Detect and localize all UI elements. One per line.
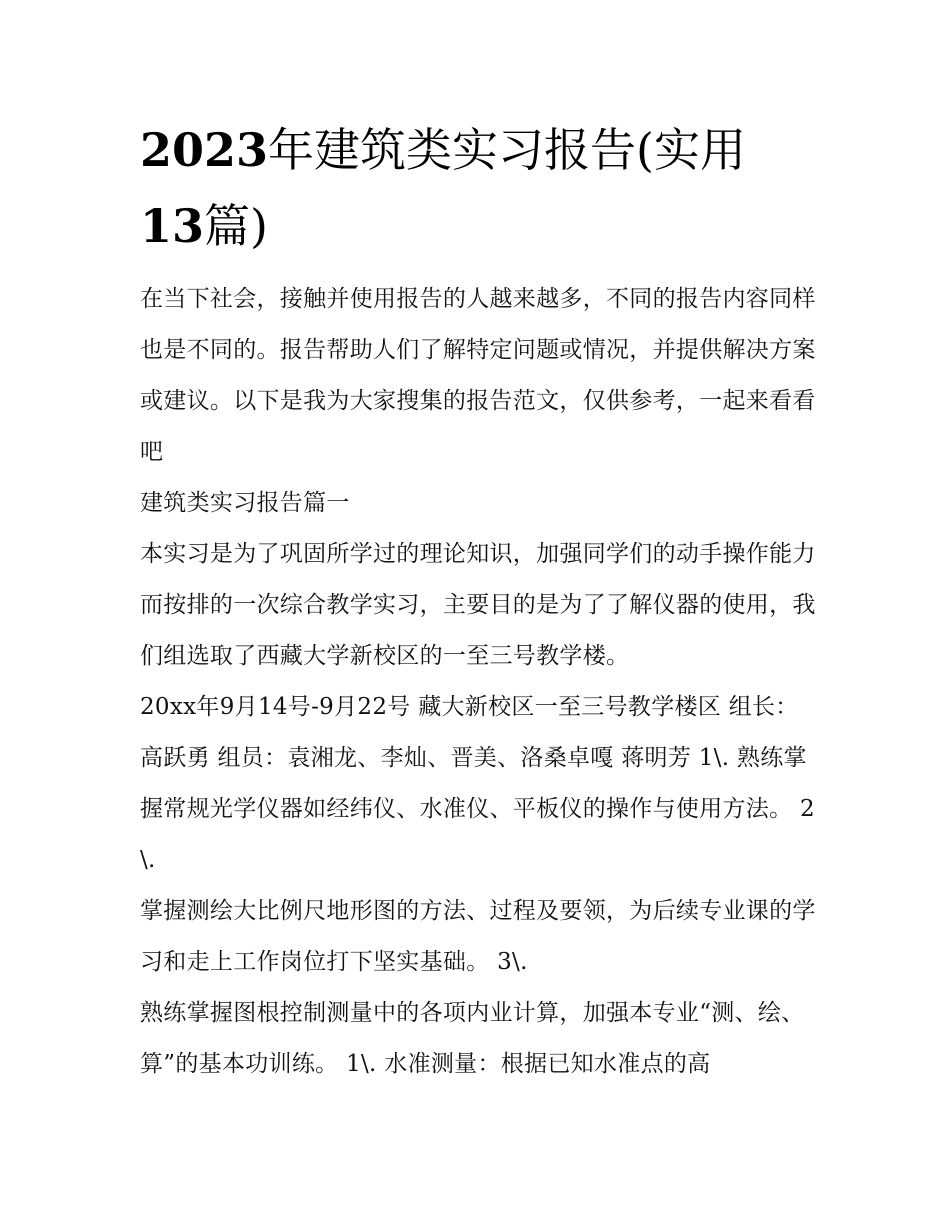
purpose-paragraph: 本实习是为了巩固所学过的理论知识，加强同学们的动手操作能力而按排的一次综合教学实习，主要目的是为了了解仪器的使用，我们组选取了西藏大学新校区的一至三号教学楼。 (140, 541, 816, 669)
title-year: 2023 (140, 123, 269, 177)
title-count: 13 (140, 199, 205, 253)
title-tail: 篇) (204, 199, 268, 253)
schedule-paragraph: 20xx年9月14号-9月22号 藏大新校区一至三号教学楼区 组长：高跃勇 组员：袁湘龙、李灿、晋美、洛桑卓嘎 蒋明芳 1\. 熟练掌握常规光学仪器如经纬仪、水准仪、平板仪的操作与使用方法。 2\. (140, 694, 815, 873)
page-title (140, 112, 820, 264)
document-body (140, 274, 820, 1090)
training-paragraph: 熟练掌握图根控制测量中的各项内业计算，加强本专业“测、绘、算”的基本功训练。 1\. 水准测量：根据已知水准点的高 (140, 1000, 805, 1077)
objective-paragraph: 掌握测绘大比例尺地形图的方法、过程及要领，为后续专业课的学习和走上工作岗位打下坚实基础。 3\. (140, 898, 816, 975)
intro-paragraph: 在当下社会，接触并使用报告的人越来越多，不同的报告内容同样也是不同的。报告帮助人们了解特定问题或情况，并提供解决方案或建议。以下是我为大家搜集的报告范文，仅供参考，一起来看看吧 (140, 286, 816, 465)
title-main: 年建筑类实习报告(实用 (268, 123, 746, 177)
section-heading: 建筑类实习报告篇一 (140, 490, 350, 516)
